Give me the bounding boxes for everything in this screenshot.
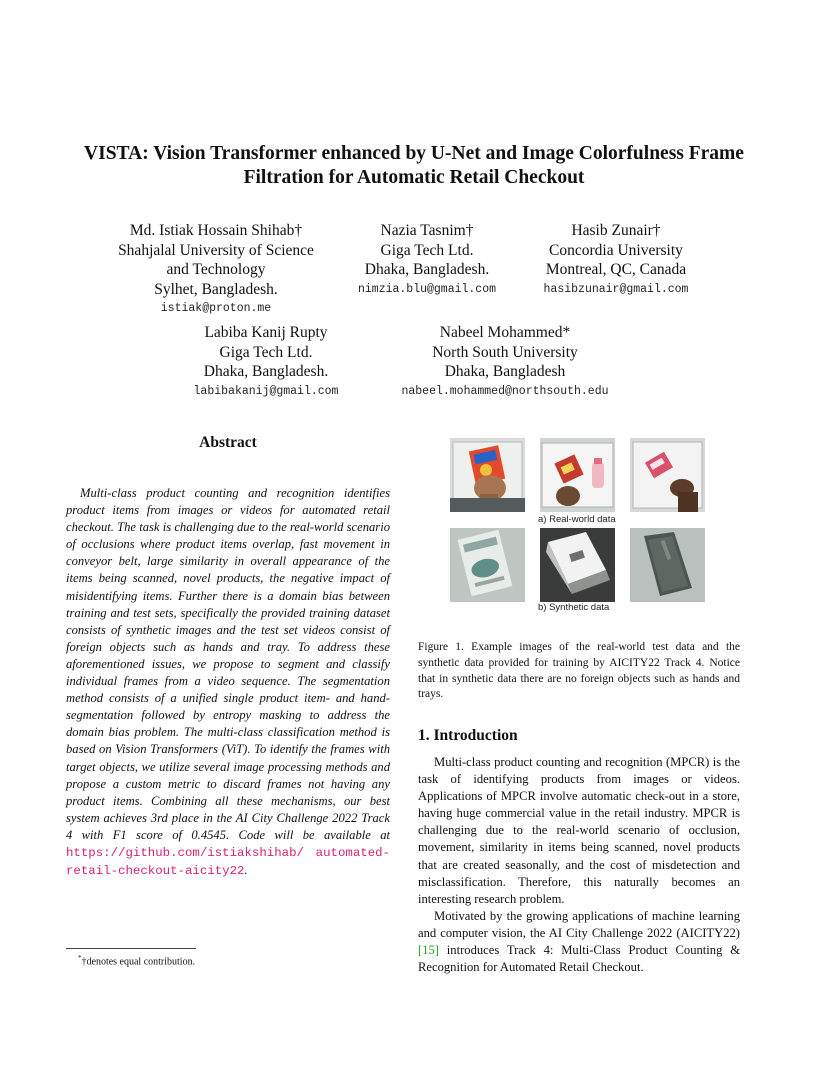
code-link-part-2[interactable]: automated-retail-checkout-aicity22 <box>66 845 390 879</box>
intro-p2-end: introduces Track 4: Multi-Class Product Counting & Recognition for Automated Retail Checkout. <box>418 943 740 975</box>
paper-title <box>40 142 788 190</box>
author-block-2 <box>342 221 512 300</box>
author-affiliation: Giga Tech Ltd. <box>380 241 474 259</box>
author-affiliation: Sylhet, Bangladesh. <box>154 280 278 298</box>
author-name: Hasib Zunair† <box>571 222 661 239</box>
synthetic-image-3 <box>630 528 705 602</box>
author-affiliation: Concordia University <box>549 241 683 259</box>
figure-label-a: a) Real-world data <box>538 514 616 525</box>
author-name: Nazia Tasnim† <box>380 222 474 239</box>
introduction-text <box>418 754 740 976</box>
title-line-1: VISTA: Vision Transformer enhanced by U-Net and Image Colorfulness Frame <box>84 143 744 164</box>
figure-caption: Figure 1. Example images of the real-world test data and the synthetic data provided for training by AICITY22 Track 4. Notice that in synthetic data there are no foreign objects such as hands and trays. <box>418 641 740 701</box>
code-link-part-1[interactable]: https://github.com/istiakshihab/ <box>66 845 304 860</box>
real-world-image-1 <box>450 438 525 512</box>
author-affiliation: Dhaka, Bangladesh. <box>364 261 490 278</box>
real-world-image-2 <box>540 438 615 512</box>
author-block-1 <box>96 221 336 319</box>
author-email[interactable]: labibakanij@gmail.com <box>193 384 339 398</box>
code-link[interactable] <box>66 846 390 878</box>
author-affiliation: Dhaka, Bangladesh <box>444 363 566 380</box>
footnote-mark: * <box>78 954 82 962</box>
abstract-end: . <box>244 863 248 878</box>
author-email[interactable]: nabeel.mohammed@northsouth.edu <box>401 384 609 398</box>
abstract-body-text: Multi-class product counting and recognition identifies product items from images or videos for automated retail checkout. The task is challenging due to the real-world scenario of occlusions where product items overlap, fast movement in conveyor belt, large similarity in overall appearance of the items being scanned, novel products, the negative impact of misidentifying items. Further there is a domain bias between training and test sets, specifically the provided training dataset consists of synthetic images and the test set videos consist of foreign objects such as hands and tray. To address these aforementioned issues, we propose to segment and classify individual frames from a video sequence. The segmentation method consists of a unified single product item- and hand-segmentation followed by entropy masking to address the domain bias problem. The multi-class classification method is based on Vision Transformers (ViT). To identify the frames with target objects, we utilize several image processing methods and propose a custom metric to discard frames not having any product items. Combining all these mechanisms, our best system achieves 3rd place in the AI City Challenge 2022 Track 4 with F1 score of 0.4545. Code will be available at <box>66 486 390 842</box>
citation-link[interactable]: [15] <box>418 943 439 958</box>
synthetic-image-2 <box>540 528 615 602</box>
author-affiliation: Montreal, QC, Canada <box>545 261 687 278</box>
abstract-text <box>66 485 390 880</box>
author-email[interactable]: nimzia.blu@gmail.com <box>357 282 497 296</box>
footnote-text: †denotes equal contribution. <box>81 956 196 968</box>
section-heading-introduction: 1. Introduction <box>418 727 518 744</box>
intro-paragraph-2 <box>418 908 740 976</box>
author-block-4 <box>176 323 356 402</box>
author-block-3 <box>528 221 704 300</box>
footnote <box>78 952 398 968</box>
author-name: Md. Istiak Hossain Shihab† <box>129 222 303 239</box>
intro-paragraph-1: Multi-class product counting and recognition (MPCR) is the task of identifying products from images or videos. Applications of MPCR involve automatic check-out in a store, having huge commercial value in the retail industry. MPCR is challenging due to the real-world scenario of occlusion, movement, similarity in items being scanned, novel products that are created seasonally, and the cost of misdetection and misclassification. Therefore, this naturally becomes an interesting research problem. <box>418 755 740 906</box>
author-affiliation: and Technology <box>166 261 266 278</box>
intro-p2-start: Motivated by the growing applications of machine learning and computer vision, the AI City Challenge 2022 (AICITY22) <box>418 908 740 940</box>
figure-1 <box>440 436 740 616</box>
footnote-rule <box>66 948 196 949</box>
author-email[interactable]: istiak@proton.me <box>160 302 272 315</box>
author-affiliation: Shahjalal University of Science <box>118 241 314 259</box>
author-affiliation: Dhaka, Bangladesh. <box>203 363 329 380</box>
title-line-2: Filtration for Automatic Retail Checkout <box>243 167 585 188</box>
author-email[interactable]: hasibzunair@gmail.com <box>543 282 689 296</box>
real-world-image-3 <box>630 438 705 512</box>
author-affiliation: Giga Tech Ltd. <box>219 343 313 361</box>
author-name: Nabeel Mohammed* <box>439 324 571 341</box>
author-affiliation: North South University <box>432 343 578 361</box>
author-block-5 <box>388 323 622 402</box>
author-name: Labiba Kanij Rupty <box>204 324 328 341</box>
synthetic-image-1 <box>450 528 525 602</box>
figure-label-b: b) Synthetic data <box>538 602 610 613</box>
abstract-heading: Abstract <box>199 434 257 451</box>
